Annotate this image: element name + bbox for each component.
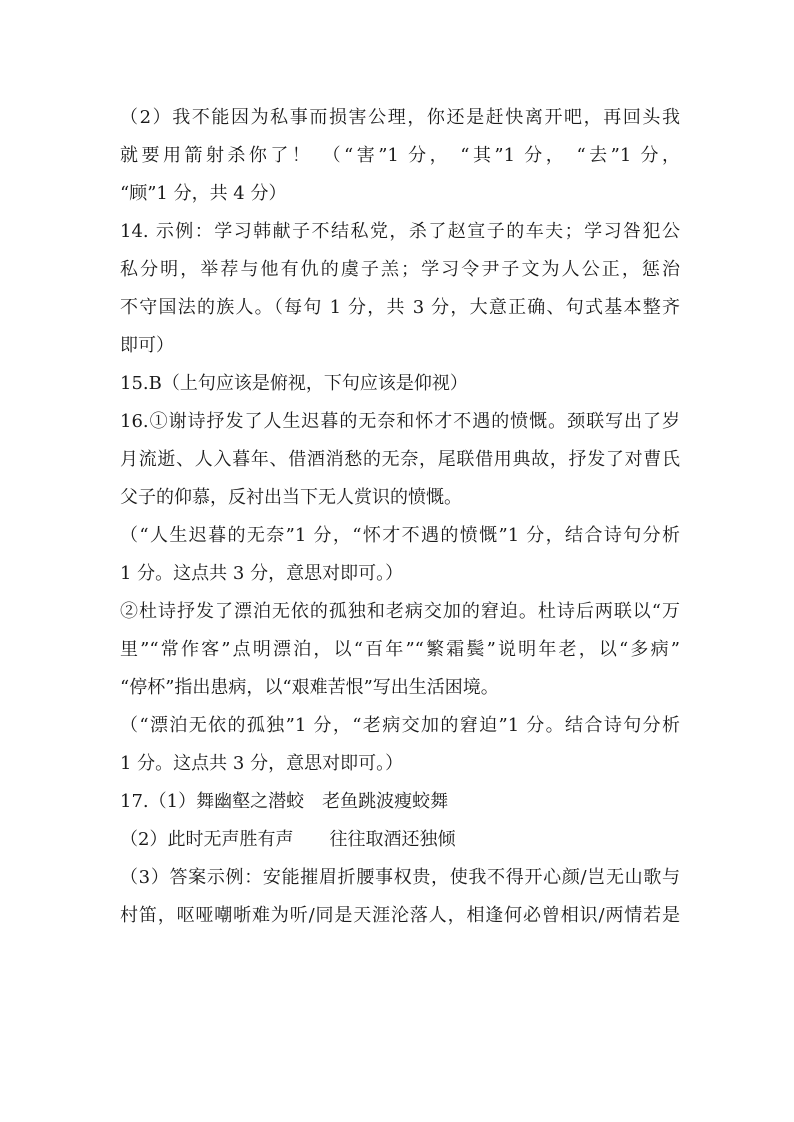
text-line: 私分明，举荐与他有仇的虞子羔；学习令尹子文为人公正，惩治 (120, 259, 680, 280)
text-line: 村笛，呕哑嘲哳难为听/同是天涯沦落人，相逢何必曾相识/两情若是 (120, 905, 680, 926)
text-line: 里”“常作客”点明漂泊，以“百年”“繁霜鬓”说明年老，以“多病” (120, 639, 680, 660)
text-line: 17.（1）舞幽壑之潜蛟 老鱼跳波瘦蛟舞 (120, 791, 449, 812)
text-line: （3）答案示例：安能摧眉折腰事权贵，使我不得开心颜/岂无山歌与 (120, 867, 680, 888)
text-line: （2）此时无声胜有声 往往取酒还独倾 (120, 829, 456, 850)
text-line: 月流逝、人入暮年、借酒消愁的无奈，尾联借用典故，抒发了对曹氏 (120, 449, 680, 470)
answer-key-page (120, 99, 680, 935)
text-line: 1 分。这点共 3 分，意思对即可。） (120, 753, 404, 774)
text-line: 1 分。这点共 3 分，意思对即可。） (120, 563, 404, 584)
text-line: （“漂泊无依的孤独”1 分，“老病交加的窘迫”1 分。结合诗句分析 (120, 715, 680, 736)
text-line: （“人生迟暮的无奈”1 分，“怀才不遇的愤慨”1 分，结合诗句分析 (120, 525, 680, 546)
text-line: “停杯”指出患病，以“艰难苦恨”写出生活困境。 (120, 677, 499, 698)
text-line: ②杜诗抒发了漂泊无依的孤独和老病交加的窘迫。杜诗后两联以“万 (120, 601, 680, 622)
text-line: 16.①谢诗抒发了人生迟暮的无奈和怀才不遇的愤慨。颈联写出了岁 (120, 411, 680, 432)
text-line: 不守国法的族人。（每句 1 分，共 3 分，大意正确、句式基本整齐 (120, 297, 680, 318)
text-line: 14. 示例：学习韩献子不结私党，杀了赵宣子的车夫；学习咎犯公 (120, 221, 680, 242)
text-line: “顾”1 分，共 4 分） (120, 183, 287, 204)
text-line: 父子的仰慕，反衬出当下无人赏识的愤慨。 (120, 487, 462, 508)
text-line: （2）我不能因为私事而损害公理，你还是赶快离开吧，再回头我 (120, 107, 680, 128)
text-line: 15.B（上句应该是俯视，下句应该是仰视） (120, 373, 468, 394)
text-line: 即可） (120, 335, 174, 356)
text-line: 就要用箭射杀你了！ （“害”1 分， “其”1 分， “去”1 分， (120, 145, 680, 166)
